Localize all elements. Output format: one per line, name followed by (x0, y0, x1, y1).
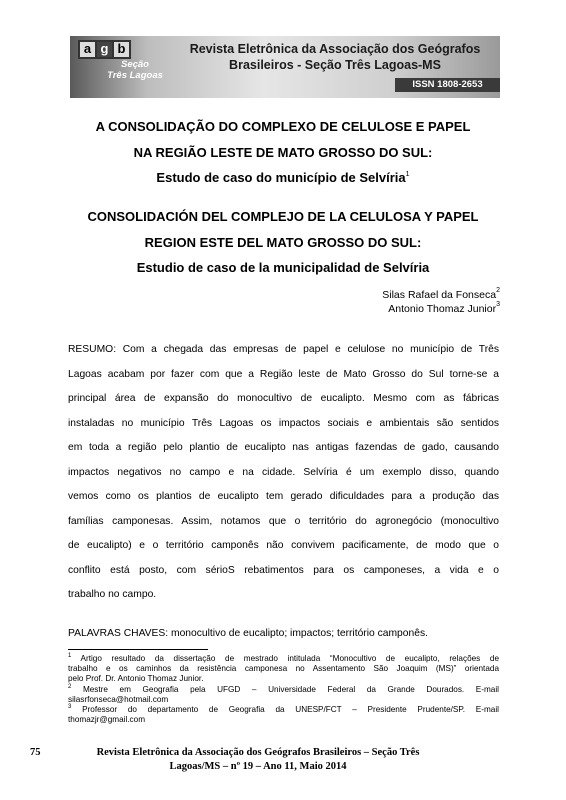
author (382, 302, 500, 316)
footnote-line: pelo Prof. Dr. Antonio Thomaz Junior. (68, 674, 204, 684)
abstract-line: trabalho no campo. (68, 589, 157, 600)
author-name: Antonio Thomaz Junior (388, 303, 497, 315)
title-line: REGION ESTE DEL MATO GROSSO DO SUL: (144, 235, 422, 250)
title-line: CONSOLIDACIÓN DEL COMPLEJO DE LA CELULOSA Y PAPEL (87, 209, 479, 224)
abstract (68, 338, 499, 608)
abstract-line: em toda a região pelo plantio de eucalipto nas antigas fazendas de gado, causando (68, 442, 499, 453)
subtitle-line (60, 166, 506, 190)
abstract-line: RESUMO: Com a chegada das empresas de papel e celulose no município de Três (68, 344, 499, 355)
footnote-line: silasrfonseca@hotmail.com (68, 694, 169, 704)
footnote-line (68, 705, 499, 715)
footnote-divider (68, 649, 208, 650)
page-number: 75 (30, 747, 41, 758)
footnote-line (68, 654, 499, 664)
title-spanish (60, 204, 506, 280)
issn-badge: ISSN 1808-2653 (395, 78, 500, 92)
footnote-text: Mestre em Geografia pela UFGD – Universidade Federal da Grande Dourados. E-mail (82, 684, 499, 694)
secao-line: Seção (121, 59, 149, 70)
logo-letter-a: a (78, 40, 97, 59)
footnote-line (68, 685, 499, 695)
journal-title-line: Revista Eletrônica da Associação dos Geógrafos (189, 42, 481, 56)
footer-line: Revista Eletrônica da Associação dos Geógrafos Brasileiros – Seção Três (96, 747, 420, 758)
logo-letter-b: b (112, 40, 131, 59)
footnote-text: Artigo resultado da dissertação de mestrado intitulada “Monocultivo de eucalipto, relações de (80, 654, 499, 663)
footnote-mark: 3 (496, 301, 500, 308)
secao-line: Três Lagoas (107, 70, 163, 81)
abstract-line: famílias camponesas. Assim, notamos que o território do agronegócio (monocultivo (68, 515, 499, 527)
title-portuguese (60, 114, 506, 190)
footnotes (68, 654, 499, 725)
journal-title (175, 41, 495, 73)
subtitle-text: Estudo de caso do município de Selvíria (156, 170, 406, 185)
footnote-line: thomazjr@gmail.com (68, 715, 146, 725)
footnote-text: Professor do departamento de Geografia da UNESP/FCT – Presidente Prudente/SP. E-mail (82, 705, 499, 715)
author (382, 288, 500, 302)
journal-title-line: Brasileiros - Seção Três Lagoas-MS (229, 58, 441, 72)
footnote-number: 1 (68, 653, 72, 659)
footer-citation (78, 746, 438, 774)
title-line: A CONSOLIDAÇÃO DO COMPLEXO DE CELULOSE E PAPEL (95, 119, 471, 134)
abstract-line: Lagoas acabam por fazer com que a Região leste de Mato Grosso do Sul torne-se a (68, 368, 499, 380)
abstract-line: impactos negativos no campo e na cidade. Selvíria é um exemplo disso, quando (68, 466, 499, 478)
abstract-line: instaladas no município Três Lagoas os impactos sociais e ambientais são sentidos (68, 417, 499, 429)
author-list (382, 288, 500, 316)
abstract-line: vemos como os plantios de eucalipto tem gerado dificuldades para a produção das (68, 491, 499, 502)
footnote-mark: 1 (405, 171, 410, 178)
abstract-line: conflito está posto, com sérioS rebatimentos para os camponeses, a vida e o (68, 564, 499, 576)
footnote-line: trabalho e os caminhos da resistência camponesa no Assentamento São Joaquim (MS)” orientada (68, 664, 499, 674)
abstract-line: de eucalipto) e o território camponês não convivem pacificamente, de modo que o (68, 540, 499, 551)
subtitle-line: Estudio de caso de la municipalidad de Selvíria (136, 260, 430, 275)
author-name: Silas Rafael da Fonseca (382, 289, 497, 301)
logo-letter-g: g (95, 40, 114, 59)
title-line: NA REGIÃO LESTE DE MATO GROSSO DO SUL: (133, 145, 433, 160)
footnote-number: 2 (68, 683, 72, 690)
logo-secao-text (100, 59, 170, 81)
footer-line: Lagoas/MS – nº 19 – Ano 11, Maio 2014 (169, 761, 347, 772)
keywords: PALAVRAS CHAVES: monocultivo de eucalipto; impactos; território camponês. (68, 628, 428, 639)
footnote-number: 3 (68, 704, 72, 711)
footnote-mark: 2 (496, 287, 500, 294)
agb-logo (78, 40, 136, 60)
abstract-line: principal área de expansão do monocultivo de eucalipto. Mesmo com as fábricas (68, 393, 499, 404)
